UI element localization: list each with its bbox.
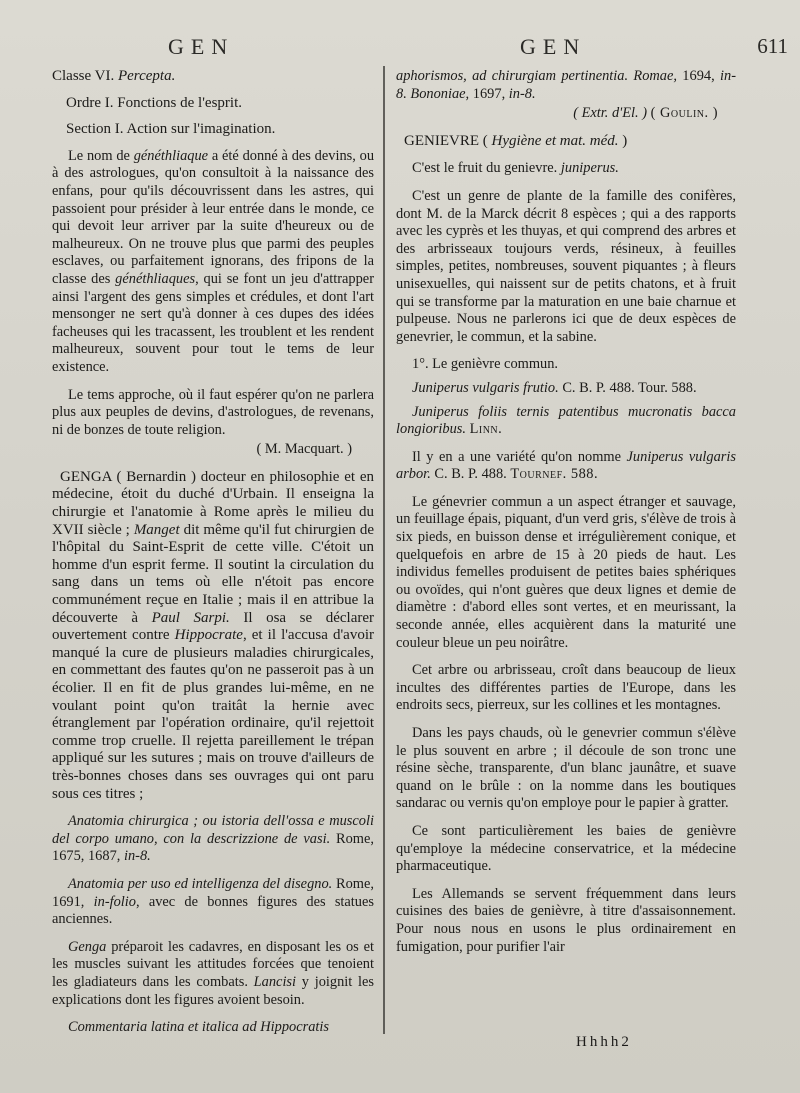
- text-run: ): [622, 132, 628, 149]
- work-title: aphorismos, ad chirurgiam pertinentia.: [396, 68, 629, 84]
- genievre-fruit-paragraph: [396, 160, 736, 178]
- text-run: Rome, 1675, 1687,: [52, 830, 374, 865]
- entry-name: GENIEVRE (: [404, 132, 488, 149]
- lieux-paragraph: Cet arbre ou arbrisseau, croît dans beaucoup de lieux incultes des différentes parties de l'Europe, dans les endroits secs, pierreux, sur les collines et les montagnes.: [396, 662, 736, 714]
- genga-entry: [52, 469, 374, 803]
- latin-name: Juniperus vulgaris arbor.: [396, 448, 736, 483]
- reference-linn: Linn.: [469, 421, 503, 438]
- baies-paragraph: Ce sont particulièrement les baies de genièvre qu'employe la médecine conservatrice, et la médecine pharmaceutique.: [396, 822, 736, 875]
- entry-subject: Hygiène et mat. méd.: [491, 132, 619, 149]
- text-run: GENGA ( Bernardin ) docteur en philosophie et en médecine, étoit du duché d'Urbain. Il enseigna la chirurgie et l'anatomie à Rome après le milieu du XVII siècle ;: [52, 468, 374, 538]
- reference: C. B. P. 488.: [434, 466, 507, 483]
- left-column: [52, 68, 374, 1047]
- place-bononiae: Bononiae,: [410, 85, 470, 102]
- author-goulin: ( Goulin. ): [650, 105, 718, 122]
- author-hippocrate: Hippocrate: [174, 627, 243, 644]
- name-genga: Genga: [68, 938, 107, 955]
- work-anatomia-chirurgica: [52, 813, 374, 866]
- running-head: [0, 34, 800, 70]
- variete-paragraph: [396, 449, 736, 484]
- text-run: préparoit les cadavres, en disposant les os et les muscles suivant les attitudes forcées que tenoient les gladiateurs dans les combats.: [52, 938, 375, 990]
- classe-label: Classe VI.: [52, 68, 115, 84]
- text-run: 1697,: [472, 85, 506, 102]
- text-run: Rome, 1691,: [52, 875, 374, 910]
- author-signature: ( M. Macquart. ): [256, 441, 352, 458]
- text-run: dit même qu'il fut chirurgien de l'hôpital du Saint-Esprit de cette ville. C'étoit un homme d'un esprit ferme. Il soutint la circulation du sang dans un tems où elle n'étoit pas encore communément reçue en Italie ; mais il en attribue la découverte à: [52, 521, 375, 626]
- running-head-right: GEN: [520, 34, 587, 59]
- ordre-heading: Ordre I. Fonctions de l'esprit.: [66, 94, 243, 111]
- author-lancisi: Lancisi: [253, 973, 297, 990]
- classe-title: Percepta.: [117, 68, 176, 84]
- pays-chauds-paragraph: Dans les pays chauds, où le genevrier commun s'élève le plus souvent en arbre ; il découle de son tronc une résine sèche, transparente, d'un blanc jaunâtre, et suave quand on le brûle : on la nomme dans les boutiques sandarac ou vernis qu'on employe pour le papier à gratter.: [396, 725, 736, 812]
- right-column: [396, 68, 736, 966]
- section-title: Action sur l'imagination.: [126, 121, 276, 138]
- page-number: 611: [757, 34, 788, 58]
- format: in-8.: [508, 85, 536, 102]
- text-run: a été donné à des devins, ou à des astrologues, qu'on consultoit à la naissance des enfans, pour qu'ils découvrissent dans les astres, qui passoient pour présider à leur entrée dans le monde, ce qui devoit leur arriver par la suite d'heureux ou de malheureux. On ne trouve plus que parmi des peuples esclaves, ou parfaitement ignorans, des fripons de la classe des: [52, 147, 375, 287]
- author-sarpi: Paul Sarpi.: [151, 609, 230, 626]
- genievre-entry-title: [396, 133, 736, 151]
- extract-signature: [396, 105, 736, 123]
- column-rule: [383, 66, 385, 1034]
- astrologues-paragraph: Le tems approche, où il faut espérer qu'on ne parlera plus aux peuples de devins, d'astrologues, de revenans, ni de bonzes de toute religion.: [52, 386, 374, 438]
- text-run: , et il l'accusa d'avoir manqué la cure de plusieurs maladies chirurgicales, en commettant des fautes qu'on ne passeroit pas à un écolier. Il en fit de plus grandes lui-même, en ne voulant point qu'on traitât la hernie avec étranglement par l'opération ordinaire, qu'il rejettoit comme trop cruelle. Il rejetta pareillement le trépan appliqué sur les sutures ; mais on trouve d'ailleurs de très-bonnes choses dans ses ouvrages qui ont paru sous ces titres ;: [52, 627, 375, 802]
- allemands-paragraph: Les Allemands se servent fréquemment dans leurs cuisines des baies de genièvre, à titre d'assaisonnement. Pour nous nous en usons le plus ordinairement en fumigation, pour purifier l'air: [396, 885, 736, 955]
- species-commun: 1°. Le genièvre commun.: [412, 356, 559, 373]
- author-manget: Manget: [133, 521, 180, 538]
- text-run: , avec de bonnes figures des statues anciennes.: [52, 893, 374, 928]
- commentaria-continuation: [396, 68, 736, 103]
- term-juniperus: juniperus.: [560, 160, 619, 177]
- text-run: Il osa se déclarer ouvertement contre: [52, 609, 375, 644]
- running-head-left: GEN: [168, 34, 235, 59]
- format: in-folio: [93, 893, 136, 910]
- reference-tournef: Tournef. 588.: [510, 466, 599, 483]
- extract-note: ( Extr. d'El. ): [573, 105, 648, 122]
- latin-name: Juniperus vulgaris frutio.: [412, 379, 559, 396]
- place-rome: Romae,: [633, 68, 677, 84]
- species-commun-name: [396, 380, 736, 398]
- term-genethliaques: généthliaques: [115, 270, 196, 287]
- text-run: , qui se font un jeu d'attrapper ainsi l'argent des gens simples et crédules, et dont l'art mensonger ne sert qu'à donner à ces dupes des idées facheuses qui les tracassent, les troublent et les rendent malheureux, souvent pour tout le tems de leur existence.: [52, 270, 374, 375]
- work-title: Anatomia per uso ed intelligenza del disegno.: [68, 875, 333, 892]
- signature-mark: Hhhh2: [576, 1034, 632, 1050]
- text-run: 1694,: [682, 68, 715, 84]
- work-commentaria: [52, 1019, 374, 1037]
- latin-name: Juniperus foliis ternis patentibus mucronatis bacca longioribus.: [396, 403, 736, 438]
- work-title: Commentaria latina et italica ad Hippocratis: [68, 1019, 330, 1036]
- format: in-8.: [123, 848, 151, 865]
- text-run: Il y en a une variété qu'on nomme: [412, 448, 622, 465]
- reference: C. B. P. 488. Tour. 588.: [562, 379, 697, 396]
- species-linn: [396, 404, 736, 439]
- text-run: Le nom de: [68, 147, 130, 164]
- genre-paragraph: C'est un genre de plante de la famille des conifères, dont M. de la Marck décrit 8 espèces ; qui a des rapports avec les cyprès et les thuyas, et qui comprend des arbres et des arbrisseaux toujours verds, résineux, à feuilles simples, petites, nombreuses, souvent piquantes ; à fleurs unisexuelles, qui naissent sur de petits chatons, et à fruit qui se transforme par la maturation en une baie charnue et pulpeuse. Nous ne parlerons ici que de deux espèces de genevrier, le commun, et la sabine.: [396, 187, 736, 345]
- classe-heading: [52, 68, 374, 86]
- text-run: y joignit les explications dont les figures avoient besoin.: [52, 973, 374, 1008]
- section-heading: [52, 121, 374, 139]
- genga-preparations-paragraph: [52, 939, 374, 1009]
- work-anatomia-per-uso: [52, 876, 374, 929]
- term-genethliaque: généthliaque: [133, 147, 209, 164]
- genethliaque-paragraph: [52, 148, 374, 377]
- text-run: C'est le fruit du genievre.: [412, 160, 558, 177]
- section-label: Section I.: [66, 121, 124, 138]
- work-title: Anatomia chirurgica ; ou istoria dell'ossa e muscoli del corpo umano, con la descrizzione de vasi.: [52, 813, 374, 847]
- aspect-paragraph: Le génevrier commun a un aspect étranger et sauvage, un feuillage épais, piquant, d'un verd gris, s'élève de trois à six pieds, en buisson dense et irrégulièrement conique, et quelquefois en arbre de 15 à 20 pieds de haut. Les individus femelles produisent de petites baies sphériques ou ovoïdes, qui n'ont guères que deux lignes et demie de diamètre : d'abord elles sont vertes, et en meurissant, la seconde année, elles acquièrent dans la maturité une couleur bleue un peu noirâtre.: [396, 493, 736, 651]
- format: in-8.: [396, 68, 737, 102]
